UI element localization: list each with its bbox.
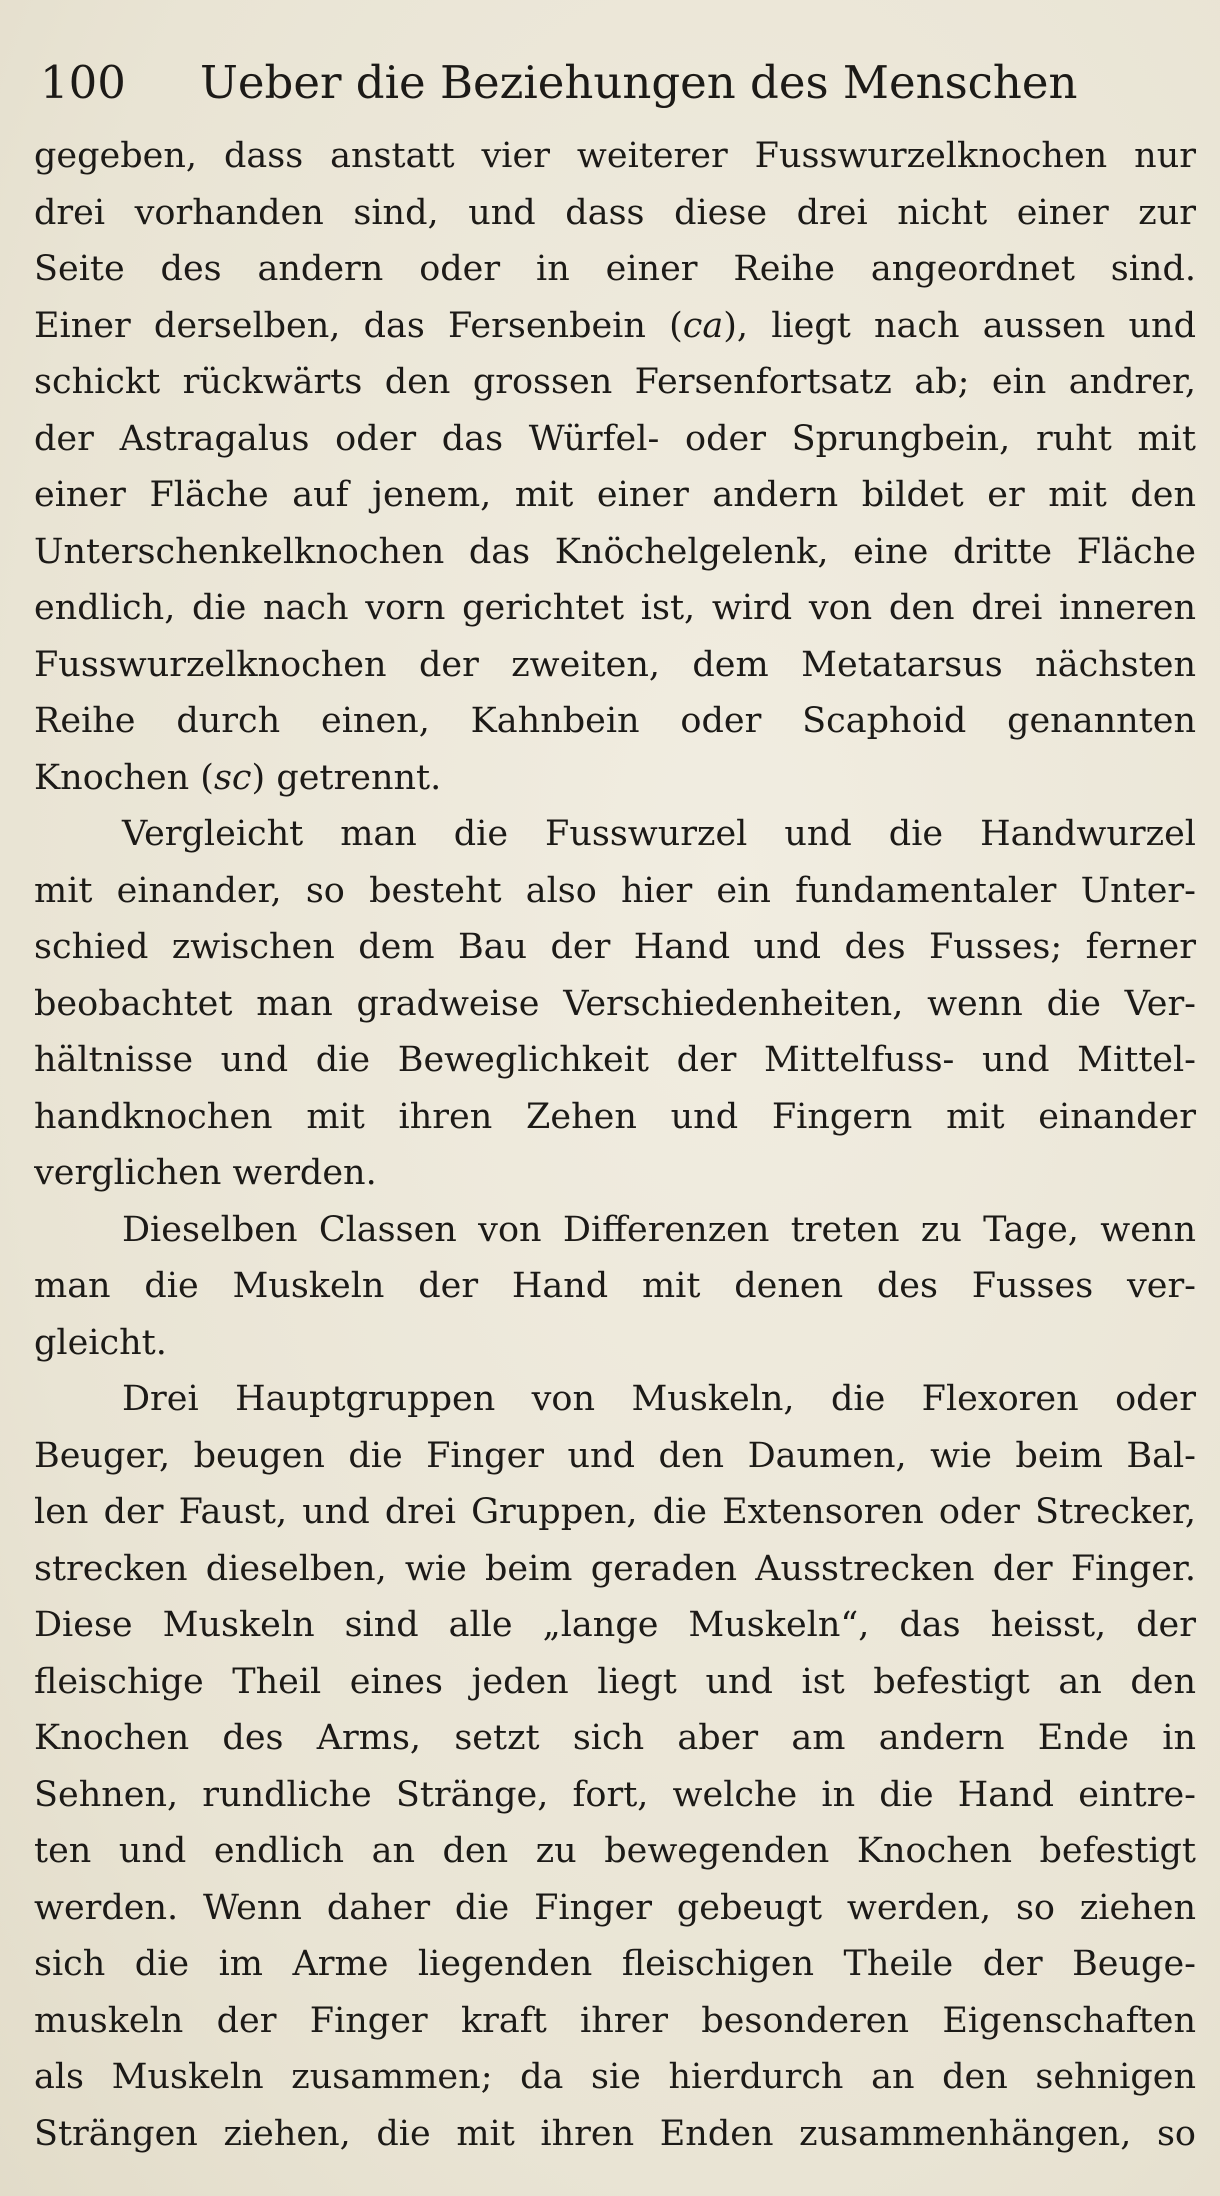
italic-abbreviation: ca xyxy=(682,305,724,346)
text-line: beobachtet man gradweise Verschiedenheiten, wenn die Ver- xyxy=(34,983,1196,1024)
text-line: Einer derselben, das Fersenbein (ca), liegt nach aussen und xyxy=(34,305,1196,346)
text-line: verglichen werden. xyxy=(34,1153,377,1193)
text-line: strecken dieselben, wie beim geraden Ausstrecken der Finger. xyxy=(34,1548,1196,1589)
italic-abbreviation: sc xyxy=(213,757,252,798)
text-line: Fusswurzelknochen der zweiten, dem Metatarsus nächsten xyxy=(34,644,1196,685)
text-line: fleischige Theil eines jeden liegt und ist befestigt an den xyxy=(34,1661,1196,1702)
running-header xyxy=(40,48,1190,118)
text-line: Sehnen, rundliche Stränge, fort, welche in die Hand eintre- xyxy=(34,1774,1196,1815)
paragraph-first-line: Dieselben Classen von Differenzen treten zu Tage, wenn xyxy=(122,1209,1196,1250)
text-line: Knochen (sc) getrennt. xyxy=(34,757,442,798)
text-line: einer Fläche auf jenem, mit einer andern bildet er mit den xyxy=(34,475,1196,515)
text-line: Diese Muskeln sind alle „lange Muskeln“, das heisst, der xyxy=(34,1605,1196,1645)
text-line: schied zwischen dem Bau der Hand und des Fusses; ferner xyxy=(34,927,1196,967)
text-line: Unterschenkelknochen das Knöchelgelenk, eine dritte Fläche xyxy=(34,531,1196,572)
text-line: ten und endlich an den zu bewegenden Knochen befestigt xyxy=(34,1831,1196,1871)
text-line: Knochen des Arms, setzt sich aber am andern Ende in xyxy=(34,1718,1196,1758)
text-line: endlich, die nach vorn gerichtet ist, wird von den drei inneren xyxy=(34,588,1196,628)
text-line: sich die im Arme liegenden fleischigen Theile der Beuge- xyxy=(34,1944,1196,1984)
text-line: gegeben, dass anstatt vier weiterer Fusswurzelknochen nur xyxy=(34,136,1196,176)
text-line: Beuger, beugen die Finger und den Daumen, wie beim Bal- xyxy=(34,1435,1196,1476)
body-text xyxy=(34,128,1196,2162)
text-line: als Muskeln zusammen; da sie hierdurch an den sehnigen xyxy=(34,2057,1196,2097)
text-line: len der Faust, und drei Gruppen, die Extensoren oder Strecker, xyxy=(34,1492,1196,1532)
running-title: Ueber die Beziehungen des Menschen xyxy=(200,56,1078,109)
text-line: Strängen ziehen, die mit ihren Enden zusammenhängen, so xyxy=(34,2113,1196,2154)
text-line: Reihe durch einen, Kahnbein oder Scaphoid genannten xyxy=(34,701,1196,741)
paragraph-first-line: Drei Hauptgruppen von Muskeln, die Flexoren oder xyxy=(122,1379,1196,1419)
text-line: gleicht. xyxy=(34,1322,167,1363)
paragraph-first-line: Vergleicht man die Fusswurzel und die Handwurzel xyxy=(122,814,1196,854)
page-number: 100 xyxy=(40,56,126,109)
text-line: handknochen mit ihren Zehen und Fingern mit einander xyxy=(34,1096,1196,1137)
text-line: man die Muskeln der Hand mit denen des Fusses ver- xyxy=(34,1266,1196,1306)
text-line: hältnisse und die Beweglichkeit der Mittelfuss- und Mittel- xyxy=(34,1040,1196,1080)
text-line: schickt rückwärts den grossen Fersenfortsatz ab; ein andrer, xyxy=(34,362,1196,402)
text-line: der Astragalus oder das Würfel- oder Sprungbein, ruht mit xyxy=(34,418,1196,459)
text-line: werden. Wenn daher die Finger gebeugt werden, so ziehen xyxy=(34,1887,1196,1928)
text-line: muskeln der Finger kraft ihrer besonderen Eigenschaften xyxy=(34,2000,1196,2041)
text-line: Seite des andern oder in einer Reihe angeordnet sind. xyxy=(34,249,1196,289)
text-line: drei vorhanden sind, und dass diese drei nicht einer zur xyxy=(34,192,1196,233)
text-line: mit einander, so besteht also hier ein fundamentaler Unter- xyxy=(34,870,1196,911)
